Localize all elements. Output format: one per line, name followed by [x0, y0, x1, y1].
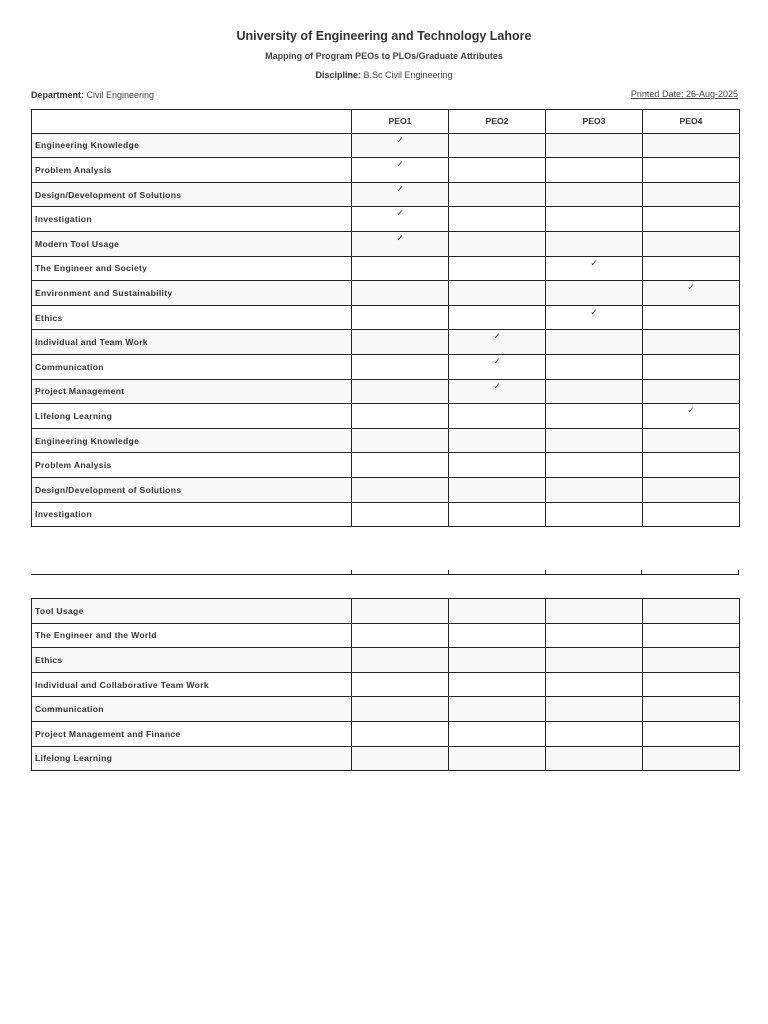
- header-cell-peo1: PEO1: [352, 110, 449, 134]
- table-row: [32, 648, 740, 673]
- row-label: Tool Usage: [32, 599, 352, 624]
- peo4-cell: ✓: [643, 404, 740, 429]
- row-label: Environment and Sustainability: [32, 281, 352, 306]
- table-row: [32, 477, 740, 502]
- table-row: [32, 623, 740, 648]
- peo3-cell: [546, 158, 643, 183]
- table-row: [32, 379, 740, 404]
- table-row: [32, 672, 740, 697]
- peo2-cell: [449, 256, 546, 281]
- peo3-cell: [546, 207, 643, 232]
- peo3-cell: [546, 697, 643, 722]
- peo1-cell: ✓: [352, 207, 449, 232]
- peo3-cell: [546, 281, 643, 306]
- row-label: The Engineer and the World: [32, 623, 352, 648]
- department-line: [31, 90, 154, 100]
- table-row: [32, 428, 740, 453]
- peo3-cell: [546, 330, 643, 355]
- discipline-value: B.Sc Civil Engineering: [363, 70, 453, 80]
- table-row: [32, 182, 740, 207]
- row-label: Ethics: [32, 648, 352, 673]
- row-label: Communication: [32, 697, 352, 722]
- peo2-cell: [449, 428, 546, 453]
- peo4-cell: [643, 648, 740, 673]
- table-row: [32, 158, 740, 183]
- table-row: [32, 404, 740, 429]
- peo4-cell: [643, 379, 740, 404]
- peo2-cell: [449, 281, 546, 306]
- peo4-cell: [643, 158, 740, 183]
- peo3-cell: [546, 428, 643, 453]
- page-break-tick: [738, 570, 739, 575]
- peo4-cell: [643, 453, 740, 478]
- table-row: [32, 207, 740, 232]
- peo1-cell: [352, 379, 449, 404]
- peo2-cell: [449, 599, 546, 624]
- peo2-cell: [449, 207, 546, 232]
- mapping-table-body: [32, 133, 740, 527]
- peo4-cell: ✓: [643, 281, 740, 306]
- table-row: [32, 133, 740, 158]
- peo3-cell: [546, 502, 643, 527]
- peo4-cell: [643, 672, 740, 697]
- peo2-cell: [449, 305, 546, 330]
- peo2-cell: [449, 697, 546, 722]
- page-break-tick: [545, 570, 546, 575]
- row-label: Lifelong Learning: [32, 404, 352, 429]
- peo2-cell: [449, 453, 546, 478]
- peo4-cell: [643, 305, 740, 330]
- peo2-cell: [449, 404, 546, 429]
- row-label: Investigation: [32, 502, 352, 527]
- peo2-cell: ✓: [449, 379, 546, 404]
- peo4-cell: [643, 133, 740, 158]
- printed-date: Printed Date: 26-Aug-2025: [630, 89, 738, 99]
- peo3-cell: [546, 721, 643, 746]
- peo1-cell: ✓: [352, 231, 449, 256]
- peo1-cell: [352, 623, 449, 648]
- peo4-cell: [643, 231, 740, 256]
- peo3-cell: [546, 623, 643, 648]
- table-row: [32, 354, 740, 379]
- table-row: [32, 281, 740, 306]
- peo1-cell: [352, 330, 449, 355]
- peo3-cell: [546, 453, 643, 478]
- table-row: [32, 305, 740, 330]
- peo3-cell: [546, 648, 643, 673]
- peo1-cell: [352, 428, 449, 453]
- peo4-cell: [643, 207, 740, 232]
- peo1-cell: [352, 721, 449, 746]
- row-label: Problem Analysis: [32, 158, 352, 183]
- table-row: [32, 746, 740, 771]
- peo3-cell: ✓: [546, 305, 643, 330]
- peo1-cell: ✓: [352, 133, 449, 158]
- peo1-cell: [352, 256, 449, 281]
- row-label: Individual and Team Work: [32, 330, 352, 355]
- peo4-cell: [643, 477, 740, 502]
- header-cell-peo3: PEO3: [546, 110, 643, 134]
- row-label: Problem Analysis: [32, 453, 352, 478]
- peo1-cell: [352, 697, 449, 722]
- header-cell-peo4: PEO4: [643, 110, 740, 134]
- peo1-cell: [352, 305, 449, 330]
- row-label: Ethics: [32, 305, 352, 330]
- peo3-cell: ✓: [546, 256, 643, 281]
- peo1-cell: ✓: [352, 158, 449, 183]
- peo1-cell: [352, 672, 449, 697]
- peo3-cell: [546, 182, 643, 207]
- peo2-cell: [449, 182, 546, 207]
- table-row: [32, 231, 740, 256]
- peo2-cell: [449, 648, 546, 673]
- department-label: Department:: [31, 90, 85, 100]
- peo2-cell: [449, 502, 546, 527]
- document-subtitle: Mapping of Program PEOs to PLOs/Graduate Attributes: [265, 51, 503, 61]
- peo2-cell: [449, 721, 546, 746]
- page-break-line: [31, 574, 739, 575]
- peo2-cell: ✓: [449, 354, 546, 379]
- table-row: [32, 599, 740, 624]
- peo3-cell: [546, 672, 643, 697]
- peo4-cell: [643, 697, 740, 722]
- peo1-cell: [352, 354, 449, 379]
- discipline-line: [0, 70, 768, 80]
- peo2-cell: [449, 133, 546, 158]
- peo1-cell: ✓: [352, 182, 449, 207]
- discipline-label: Discipline:: [315, 70, 361, 80]
- table-row: [32, 256, 740, 281]
- peo4-cell: [643, 428, 740, 453]
- table-row: [32, 721, 740, 746]
- peo4-cell: [643, 256, 740, 281]
- peo1-cell: [352, 404, 449, 429]
- peo3-cell: [546, 477, 643, 502]
- table-row: [32, 330, 740, 355]
- row-label: Individual and Collaborative Team Work: [32, 672, 352, 697]
- row-label: Lifelong Learning: [32, 746, 352, 771]
- peo4-cell: [643, 354, 740, 379]
- peo2-cell: [449, 231, 546, 256]
- row-label: Project Management and Finance: [32, 721, 352, 746]
- peo3-cell: [546, 231, 643, 256]
- peo1-cell: [352, 746, 449, 771]
- header-cell-peo2: PEO2: [449, 110, 546, 134]
- peo4-cell: [643, 623, 740, 648]
- header-cell-blank: [32, 110, 352, 134]
- page-break-tick: [448, 570, 449, 575]
- table-row: [32, 502, 740, 527]
- row-label: Design/Development of Solutions: [32, 477, 352, 502]
- peo3-cell: [546, 133, 643, 158]
- peo3-cell: [546, 354, 643, 379]
- peo2-cell: [449, 746, 546, 771]
- mapping-table: [31, 109, 740, 527]
- table-row: [32, 453, 740, 478]
- row-label: Communication: [32, 354, 352, 379]
- peo2-cell: [449, 672, 546, 697]
- peo4-cell: [643, 330, 740, 355]
- peo4-cell: [643, 502, 740, 527]
- peo2-cell: [449, 477, 546, 502]
- mapping-table-continued: [31, 598, 740, 771]
- row-label: The Engineer and Society: [32, 256, 352, 281]
- peo1-cell: [352, 502, 449, 527]
- peo3-cell: [546, 404, 643, 429]
- peo4-cell: [643, 721, 740, 746]
- page-break-tick: [351, 570, 352, 575]
- row-label: Investigation: [32, 207, 352, 232]
- mapping-table-continued-body: [32, 599, 740, 771]
- peo4-cell: [643, 746, 740, 771]
- row-label: Modern Tool Usage: [32, 231, 352, 256]
- row-label: Engineering Knowledge: [32, 428, 352, 453]
- table-header-row: [32, 110, 740, 134]
- peo1-cell: [352, 599, 449, 624]
- peo2-cell: [449, 623, 546, 648]
- row-label: Engineering Knowledge: [32, 133, 352, 158]
- peo1-cell: [352, 453, 449, 478]
- peo2-cell: ✓: [449, 330, 546, 355]
- page-break-tick: [641, 570, 642, 575]
- peo3-cell: [546, 379, 643, 404]
- peo3-cell: [546, 746, 643, 771]
- peo4-cell: [643, 599, 740, 624]
- row-label: Project Management: [32, 379, 352, 404]
- peo2-cell: [449, 158, 546, 183]
- table-row: [32, 697, 740, 722]
- department-value: Civil Engineering: [86, 90, 155, 100]
- peo1-cell: [352, 477, 449, 502]
- row-label: Design/Development of Solutions: [32, 182, 352, 207]
- peo3-cell: [546, 599, 643, 624]
- peo1-cell: [352, 648, 449, 673]
- peo1-cell: [352, 281, 449, 306]
- document-title: University of Engineering and Technology Lahore: [236, 29, 532, 43]
- peo4-cell: [643, 182, 740, 207]
